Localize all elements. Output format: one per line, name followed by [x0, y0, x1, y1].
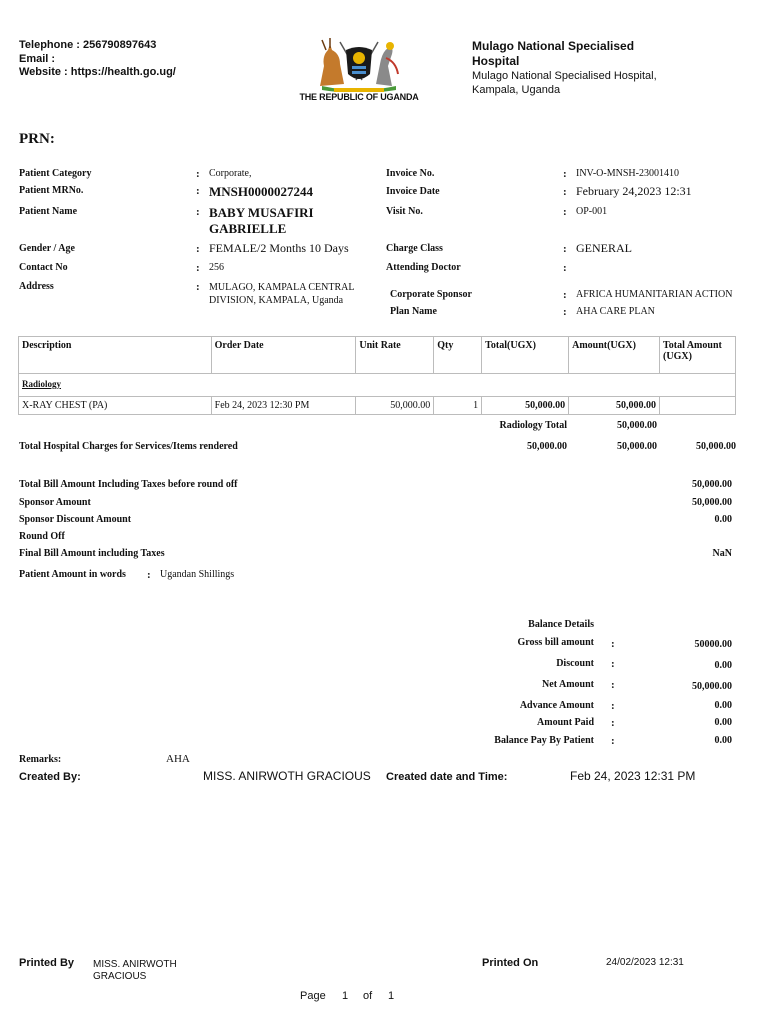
radiology-total-value: 50,000.00	[617, 420, 657, 431]
section-row	[19, 374, 736, 397]
final-bill-value: NaN	[712, 548, 732, 559]
address-line-2: DIVISION, KAMPALA, Uganda	[209, 295, 344, 306]
bill-before-roundoff-value: 50,000.00	[692, 479, 732, 490]
plan-name-value: AHA CARE PLAN	[576, 306, 655, 317]
net-amount-label: Net Amount	[542, 679, 594, 690]
patient-name-value	[209, 205, 314, 237]
table-row	[19, 397, 736, 415]
printed-by-value	[93, 959, 177, 983]
website: Website : https://health.go.ug/	[19, 66, 176, 78]
discount-label: Discount	[556, 658, 594, 669]
printed-by-line-2: GRACIOUS	[93, 971, 147, 982]
colon: :	[196, 168, 200, 180]
cell-unit-rate: 50,000.00	[356, 397, 434, 415]
created-date-value: Feb 24, 2023 12:31 PM	[570, 769, 696, 783]
colon: :	[611, 700, 615, 712]
services-total-label: Total Hospital Charges for Services/Items rendered	[19, 441, 238, 452]
contact-block	[19, 39, 176, 80]
sponsor-discount-value: 0.00	[714, 514, 732, 525]
cell-order-date: Feb 24, 2023 12:30 PM	[211, 397, 356, 415]
page-label: Page	[300, 990, 326, 1002]
cell-total: 50,000.00	[482, 397, 569, 415]
address-label: Address	[19, 281, 54, 292]
round-off-label: Round Off	[19, 531, 65, 542]
column-header-unit-rate: Unit Rate	[356, 337, 434, 374]
corporate-sponsor-label: Corporate Sponsor	[390, 289, 472, 300]
page-number: 1	[342, 990, 349, 1002]
contact-label: Contact No	[19, 262, 68, 273]
hospital-block	[472, 39, 732, 97]
gender-age-label: Gender / Age	[19, 243, 75, 254]
contact-value: 256	[209, 262, 224, 273]
uganda-coat-of-arms-icon	[300, 36, 418, 92]
cell-amount: 50,000.00	[569, 397, 660, 415]
column-header-description: Description	[19, 337, 212, 374]
created-by-value: MISS. ANIRWOTH GRACIOUS	[203, 769, 371, 783]
hospital-name: Mulago National Specialised	[472, 39, 635, 53]
column-header-order-date: Order Date	[211, 337, 356, 374]
gender-age-value: FEMALE/2 Months 10 Days	[209, 241, 349, 255]
telephone: Telephone : 256790897643	[19, 39, 157, 51]
plan-name-label: Plan Name	[390, 306, 437, 317]
patient-category-label: Patient Category	[19, 168, 92, 179]
invoice-no-label: Invoice No.	[386, 168, 435, 179]
amount-in-words-value: Ugandan Shillings	[160, 569, 235, 580]
hospital-address-2: Kampala, Uganda	[472, 84, 561, 96]
colon: :	[611, 717, 615, 729]
emblem-caption: THE REPUBLIC OF UGANDA	[299, 92, 419, 102]
invoice-date-value: February 24,2023 12:31	[576, 184, 692, 198]
cell-total-amount	[660, 397, 736, 415]
sponsor-amount-value: 50,000.00	[692, 497, 732, 508]
patient-mrn-value: MNSH0000027244	[209, 184, 313, 199]
address-line-1: MULAGO, KAMPALA CENTRAL	[209, 282, 355, 293]
sponsor-discount-label: Sponsor Discount Amount	[19, 514, 132, 525]
colon: :	[611, 638, 615, 650]
patient-name-label: Patient Name	[19, 206, 78, 217]
colon: :	[147, 569, 151, 581]
advance-amount-label: Advance Amount	[519, 700, 594, 711]
amount-paid-value: 0.00	[714, 717, 732, 728]
invoice-date-label: Invoice Date	[386, 186, 440, 197]
balance-details-title: Balance Details	[528, 619, 594, 630]
patient-mrn-label: Patient MRNo.	[19, 185, 84, 196]
colon: :	[563, 186, 567, 198]
section-radiology: Radiology	[22, 379, 62, 389]
cell-description: X-RAY CHEST (PA)	[19, 397, 212, 415]
services-total-amount: 50,000.00	[696, 441, 736, 452]
created-date-label: Created date and Time:	[386, 771, 508, 783]
patient-name-line-2: GABRIELLE	[209, 221, 287, 236]
charge-class-value: GENERAL	[576, 241, 632, 255]
colon: :	[611, 679, 615, 691]
hospital-address: Mulago National Specialised Hospital,	[472, 70, 657, 82]
hospital-name-2: Hospital	[472, 54, 520, 68]
invoice-no-value: INV-O-MNSH-23001410	[576, 168, 679, 179]
colon: :	[196, 243, 200, 255]
corporate-sponsor-value: AFRICA HUMANITARIAN ACTION	[576, 289, 733, 300]
colon: :	[196, 262, 200, 274]
visit-no-label: Visit No.	[386, 206, 423, 217]
amount-paid-label: Amount Paid	[537, 717, 594, 728]
created-by-label: Created By:	[19, 771, 81, 783]
printed-on-value: 24/02/2023 12:31	[606, 957, 684, 968]
colon: :	[563, 168, 567, 180]
column-header-amount: Amount(UGX)	[569, 337, 660, 374]
prn-label: PRN:	[19, 131, 55, 147]
net-amount-value: 50,000.00	[692, 681, 732, 692]
colon: :	[563, 289, 567, 301]
final-bill-label: Final Bill Amount including Taxes	[19, 548, 165, 559]
email: Email :	[19, 52, 56, 65]
colon: :	[563, 262, 567, 274]
page-count: 1	[388, 990, 395, 1002]
address-value	[209, 281, 354, 307]
discount-value: 0.00	[714, 660, 732, 671]
table-header-row	[19, 337, 736, 374]
colon: :	[611, 735, 615, 747]
gross-bill-value: 50000.00	[694, 639, 732, 650]
balance-pay-value: 0.00	[714, 735, 732, 746]
invoice-table	[18, 336, 736, 415]
column-header-total: Total(UGX)	[482, 337, 569, 374]
visit-no-value: OP-001	[576, 206, 608, 217]
amount-in-words-label: Patient Amount in words	[19, 569, 126, 580]
radiology-total-label: Radiology Total	[499, 420, 567, 431]
bill-before-roundoff-label: Total Bill Amount Including Taxes before round off	[19, 479, 238, 490]
colon: :	[196, 206, 200, 218]
emblem	[300, 36, 418, 104]
column-header-qty: Qty	[434, 337, 482, 374]
column-header-total-amount: Total Amount (UGX)	[660, 337, 736, 374]
attending-doctor-label: Attending Doctor	[386, 262, 461, 273]
services-total: 50,000.00	[527, 441, 567, 452]
colon: :	[196, 185, 200, 197]
printed-by-line-1: MISS. ANIRWOTH	[93, 959, 177, 970]
sponsor-amount-label: Sponsor Amount	[19, 497, 91, 508]
gross-bill-label: Gross bill amount	[517, 637, 594, 648]
cell-qty: 1	[434, 397, 482, 415]
services-amount: 50,000.00	[617, 441, 657, 452]
balance-pay-label: Balance Pay By Patient	[494, 735, 594, 746]
advance-amount-value: 0.00	[714, 700, 732, 711]
remarks-label: Remarks:	[19, 754, 62, 765]
colon: :	[563, 243, 567, 255]
colon: :	[196, 281, 200, 293]
colon: :	[563, 206, 567, 218]
printed-on-label: Printed On	[482, 957, 539, 969]
printed-by-label: Printed By	[19, 957, 75, 969]
page-of-label: of	[363, 990, 373, 1002]
patient-category-value: Corporate,	[209, 168, 252, 179]
colon: :	[611, 658, 615, 670]
colon: :	[563, 306, 567, 318]
remarks-value: AHA	[166, 753, 190, 765]
charge-class-label: Charge Class	[386, 243, 443, 254]
patient-name-line-1: BABY MUSAFIRI	[209, 205, 314, 220]
